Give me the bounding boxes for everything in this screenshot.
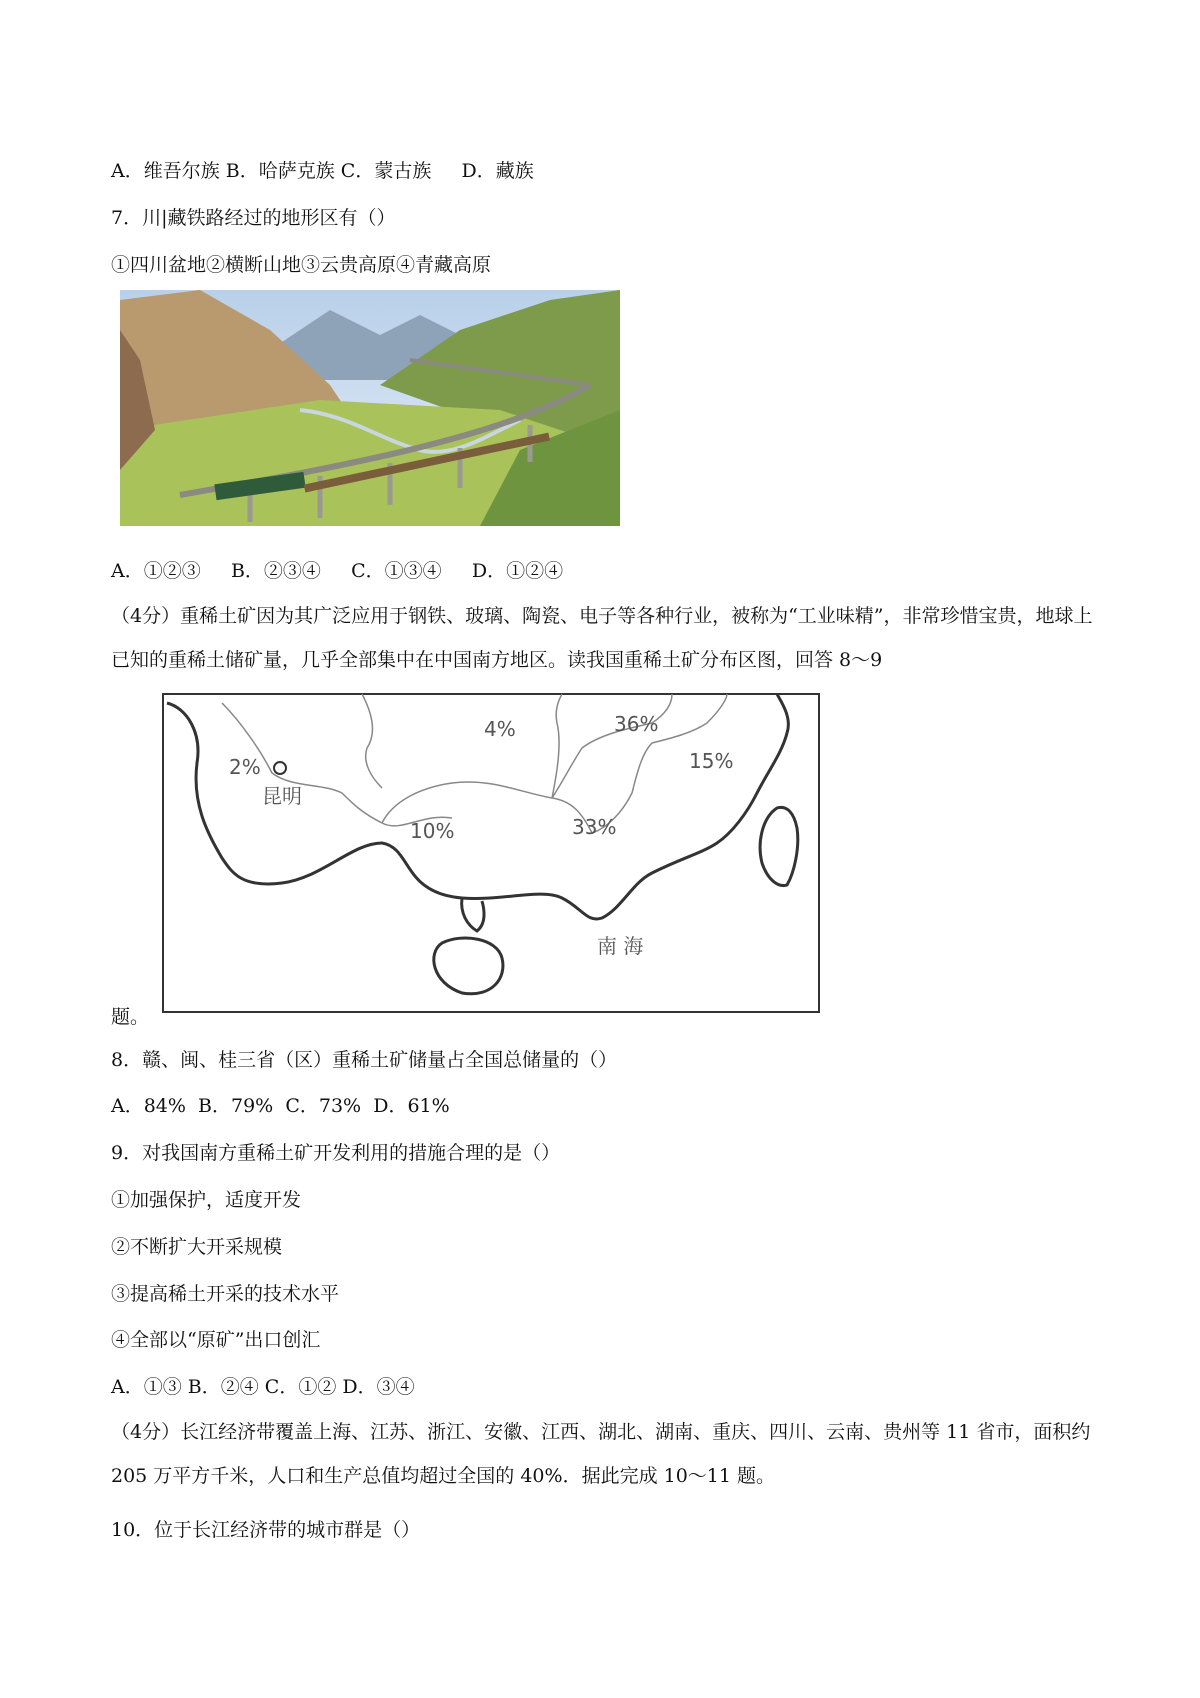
label-kunming: 昆明 [262, 784, 302, 808]
q10-question: 10．位于长江经济带的城市群是（） [111, 1519, 421, 1541]
q6-option-c: C．蒙古族 [340, 160, 432, 182]
q8-options [111, 1092, 450, 1120]
q9-option-d: D．③④ [342, 1376, 415, 1398]
q9-item-4: ④全部以“原矿”出口创汇 [111, 1329, 321, 1351]
q9-item-2: ②不断扩大开采规模 [111, 1236, 283, 1258]
q9-option-c: C．①② [264, 1376, 337, 1398]
q6-option-d: D．藏族 [461, 160, 534, 182]
q9-item-3: ③提高稀土开采的技术水平 [111, 1283, 340, 1305]
q9-question: 9．对我国南方重稀土矿开发利用的措施合理的是（） [111, 1142, 561, 1164]
q8-option-c: C．73% [285, 1095, 362, 1117]
intro-8-9-tail: 题。 [111, 1006, 150, 1028]
q8-question: 8．赣、闽、桂三省（区）重稀土矿储量占全国总储量的（） [111, 1049, 618, 1071]
q7-option-a: A．①②③ [111, 560, 201, 582]
q7-options [111, 557, 563, 585]
q6-option-a: A．维吾尔族 [111, 160, 220, 182]
q7-question: 7．川|藏铁路经过的地形区有（） [111, 207, 396, 229]
label-guangdong-pct: 33% [572, 815, 617, 839]
q6-option-b: B．哈萨克族 [225, 160, 335, 182]
intro-10-11: （4分）长江经济带覆盖上海、江苏、浙江、安徽、江西、湖北、湖南、重庆、四川、云南、贵州等 11 省市，面积约 205 万平方千米，人口和生产总值均超过全国的 40%．据此完成 10～11 题。 [111, 1421, 1091, 1487]
q9-item-1: ①加强保护，适度开发 [111, 1189, 302, 1211]
label-yunnan-pct: 2% [229, 755, 261, 779]
rare-earth-map [162, 693, 820, 1013]
q7-option-b: B．②③④ [230, 560, 321, 582]
q8-option-b: B．79% [198, 1095, 274, 1117]
q7-items: ①四川盆地②横断山地③云贵高原④青藏高原 [111, 254, 492, 276]
q6-options [111, 157, 534, 185]
railway-photo [120, 290, 620, 526]
q8-option-d: D．61% [373, 1095, 450, 1117]
intro-8-9: （4分）重稀土矿因为其广泛应用于钢铁、玻璃、陶瓷、电子等各种行业，被称为“工业味精”，非常珍惜宝贵，地球上已知的重稀土储矿量，几乎全部集中在中国南方地区。读我国重稀土矿分布区图，回答 8～9 [111, 605, 1093, 671]
q7-option-c: C．①③④ [351, 560, 442, 582]
q9-options [111, 1373, 415, 1401]
label-hunan-pct: 4% [484, 717, 516, 741]
q8-option-a: A．84% [111, 1095, 186, 1117]
q9-option-b: B．②④ [187, 1376, 259, 1398]
label-fujian-pct: 15% [689, 749, 734, 773]
label-sea: 南 海 [597, 934, 644, 958]
label-guangxi-pct: 10% [410, 819, 455, 843]
q9-option-a: A．①③ [111, 1376, 182, 1398]
q7-option-d: D．①②④ [471, 560, 564, 582]
label-jiangxi-pct: 36% [614, 712, 659, 736]
